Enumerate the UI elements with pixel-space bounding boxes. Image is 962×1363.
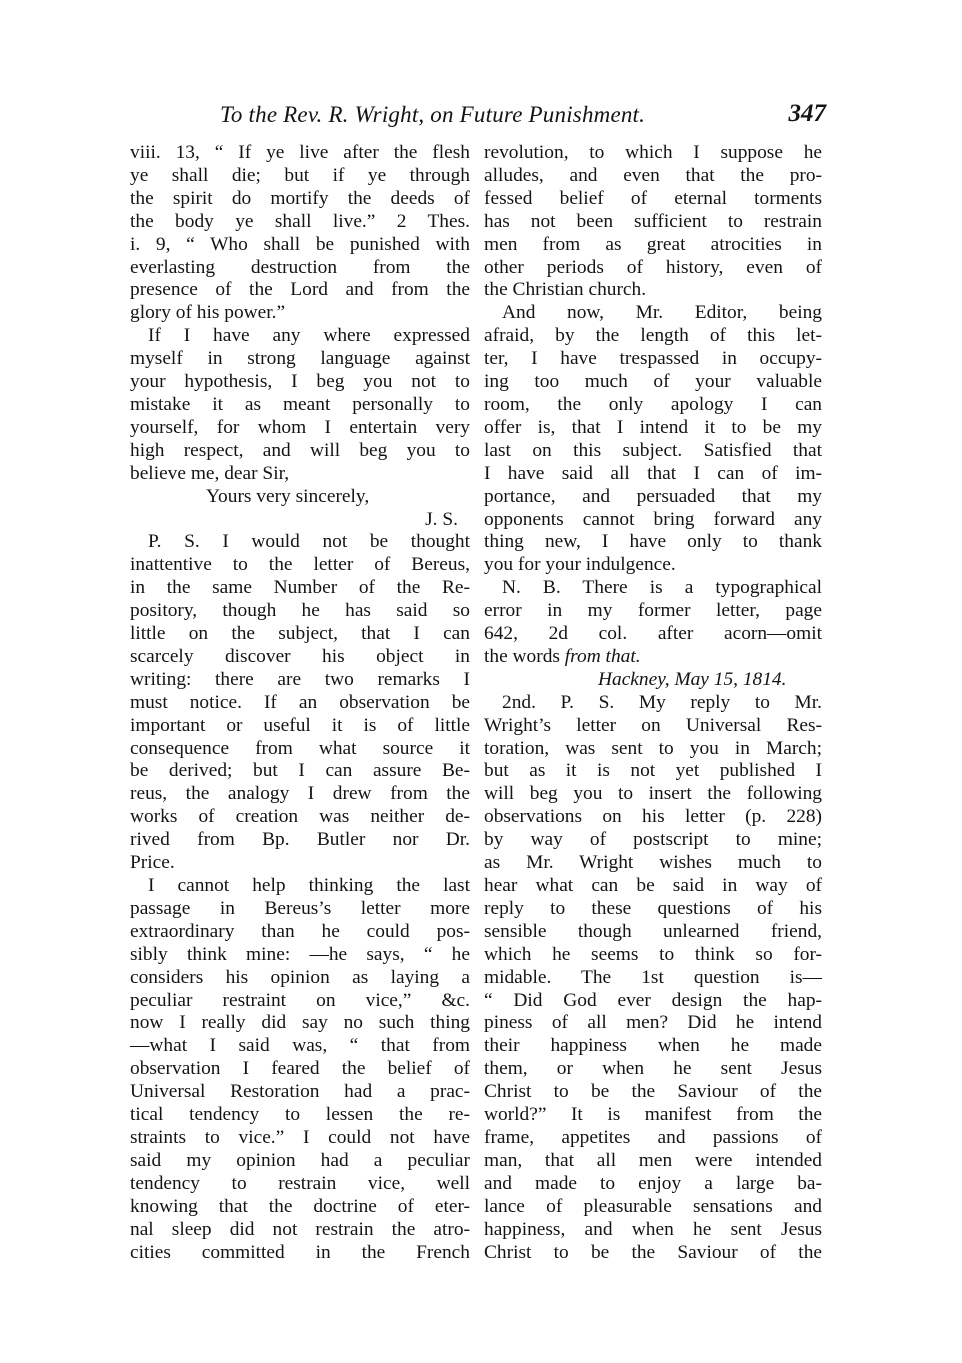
text-line: in the same Number of the Re- [130, 577, 470, 599]
text-line: I cannot help thinking the last [148, 875, 470, 896]
text-line: Christ to be the Saviour of the [484, 1241, 822, 1263]
text-line: reply to these questions of his [484, 897, 822, 919]
italic-fragment: from that. [564, 645, 641, 667]
page-header [130, 102, 826, 142]
text-line: passage in Bereus’s letter more [130, 897, 470, 919]
text-line: yourself, for whom I entertain very [130, 416, 470, 438]
text-line: observation I feared the belief of [130, 1058, 470, 1080]
text-line: now I really did say no such thing [130, 1012, 470, 1034]
text-line: must notice. If an observation be [130, 691, 470, 713]
text-line: N. B. There is a typographical [502, 577, 822, 599]
text-line: writing: there are two remarks I [130, 668, 470, 690]
text-line: peculiar restraint on vice,” &c. [130, 989, 470, 1011]
text-line: believe me, dear Sir, [130, 462, 290, 484]
text-line: i. 9, “ Who shall be punished with [130, 233, 470, 255]
text-line: “ Did God ever design the hap- [484, 989, 822, 1011]
text-line: Universal Restoration had a prac- [130, 1081, 470, 1103]
text-line: tendency to restrain vice, well [130, 1172, 470, 1194]
text-line: you for your indulgence. [484, 554, 676, 576]
text-line: high respect, and will beg you to [130, 439, 470, 461]
text-line: inattentive to the letter of Bereus, [130, 554, 470, 576]
text-line: ing too much of your valuable [484, 371, 822, 393]
text-line: myself in strong language against [130, 348, 470, 370]
text-line: room, the only apology I can [484, 393, 822, 415]
text-line: little on the subject, that I can [130, 623, 470, 645]
text-line: ter, I have trespassed in occupy- [484, 348, 822, 370]
text-line: Wright’s letter on Universal Res- [484, 714, 822, 736]
text-line: nal sleep did not restrain the atro- [130, 1218, 470, 1240]
text-line: 2nd. P. S. My reply to Mr. [502, 691, 822, 713]
text-line: opponents cannot bring forward any [484, 508, 822, 530]
text-line: extraordinary than he could pos- [130, 920, 470, 942]
text-line: toration, was sent to you in March; [484, 737, 822, 759]
text-line: scarcely discover his object in [130, 645, 470, 667]
text-line: which he seems to think so for- [484, 943, 822, 965]
text-line: your hypothesis, I beg you not to [130, 371, 470, 393]
text-line: as Mr. Wright wishes much to [484, 852, 822, 874]
text-line: straints to vice.” I could not have [130, 1126, 470, 1148]
text-line: tical tendency to lessen the re- [130, 1104, 470, 1126]
text-line: thing new, I have only to thank [484, 531, 822, 553]
text-line: and made to enjoy a large ba- [484, 1172, 822, 1194]
text-line: knowing that the doctrine of eter- [130, 1195, 470, 1217]
text-line: P. S. I would not be thought [148, 531, 470, 553]
text-line: but as it is not yet published I [484, 760, 822, 782]
text-line: reus, the analogy I drew from the [130, 783, 470, 805]
text-line: them, or when he sent Jesus [484, 1058, 822, 1080]
text-line: everlasting destruction from the [130, 256, 470, 278]
text-line: by way of postscript to mine; [484, 829, 822, 851]
dateline: Hackney, May 15, 1814. [598, 668, 787, 690]
text-line: their happiness when he made [484, 1035, 822, 1057]
running-title: To the Rev. R. Wright, on Future Punishment. [220, 102, 646, 127]
text-line: observations on his letter (p. 228) [484, 806, 822, 828]
text-line: happiness, and when he sent Jesus [484, 1218, 822, 1240]
text-line: offer is, that I intend it to be my [484, 416, 822, 438]
text-line: 642, 2d col. after acorn—omit [484, 623, 822, 645]
text-line: be derived; but I can assure Be- [130, 760, 470, 782]
text-line: works of creation was neither de- [130, 806, 470, 828]
text-line: And now, Mr. Editor, being [502, 302, 822, 324]
text-line: sensible though unlearned friend, [484, 920, 822, 942]
text-line: important or useful it is of little [130, 714, 470, 736]
text-line: alludes, and even that the pro- [484, 164, 822, 186]
text-line: the spirit do mortify the deeds of [130, 187, 470, 209]
left-column [130, 142, 470, 1264]
text-line: Price. [130, 852, 175, 874]
text-line: glory of his power.” [130, 302, 286, 324]
text-line: pository, though he has said so [130, 600, 470, 622]
text-line: man, that all men were intended [484, 1149, 822, 1171]
text-line: Christ to be the Saviour of the [484, 1081, 822, 1103]
text-line: presence of the Lord and from the [130, 279, 470, 301]
text-line: ye shall die; but if ye through [130, 164, 470, 186]
text-line: midable. The 1st question is— [484, 966, 822, 988]
text-line: lance of pleasurable sensations and [484, 1195, 822, 1217]
text-line: other periods of history, even of [484, 256, 822, 278]
text-line: the Christian church. [484, 279, 647, 301]
text-line: revolution, to which I suppose he [484, 142, 822, 163]
text-line: fessed belief of eternal torments [484, 187, 822, 209]
letter-closing: Yours very sincerely, [206, 485, 370, 507]
text-line: rived from Bp. Butler nor Dr. [130, 829, 470, 851]
text-line: I have said all that I can of im- [484, 462, 822, 484]
text-line: the body ye shall live.” 2 Thes. [130, 210, 470, 232]
text-line: said my opinion had a peculiar [130, 1149, 470, 1171]
text-line: frame, appetites and passions of [484, 1126, 822, 1148]
text-line: —what I said was, “ that from [130, 1035, 470, 1057]
text-fragment: the words [484, 645, 565, 667]
text-line: cities committed in the French [130, 1241, 470, 1263]
text-line: world?” It is manifest from the [484, 1104, 822, 1126]
text-line: afraid, by the length of this let- [484, 325, 822, 347]
text-line [484, 646, 822, 669]
text-line: hear what can be said in way of [484, 875, 822, 896]
text-line: error in my former letter, page [484, 600, 822, 622]
text-line: last on this subject. Satisfied that [484, 439, 822, 461]
text-line: sibly think mine: —he says, “ he [130, 943, 470, 965]
page-number: 347 [788, 100, 826, 127]
text-line: If I have any where expressed [148, 325, 470, 347]
text-line: consequence from what source it [130, 737, 470, 759]
text-line: viii. 13, “ If ye live after the flesh [130, 142, 470, 163]
text-line: will beg you to insert the following [484, 783, 822, 805]
text-line: considers his opinion as laying a [130, 966, 470, 988]
text-line: portance, and persuaded that my [484, 485, 822, 507]
text-line: men from as great atrocities in [484, 233, 822, 255]
right-column [484, 142, 822, 1264]
text-line: mistake it as meant personally to [130, 393, 470, 415]
letter-signature: J. S. [425, 508, 458, 530]
text-line: has not been sufficient to restrain [484, 210, 822, 232]
text-line: piness of all men? Did he intend [484, 1012, 822, 1034]
